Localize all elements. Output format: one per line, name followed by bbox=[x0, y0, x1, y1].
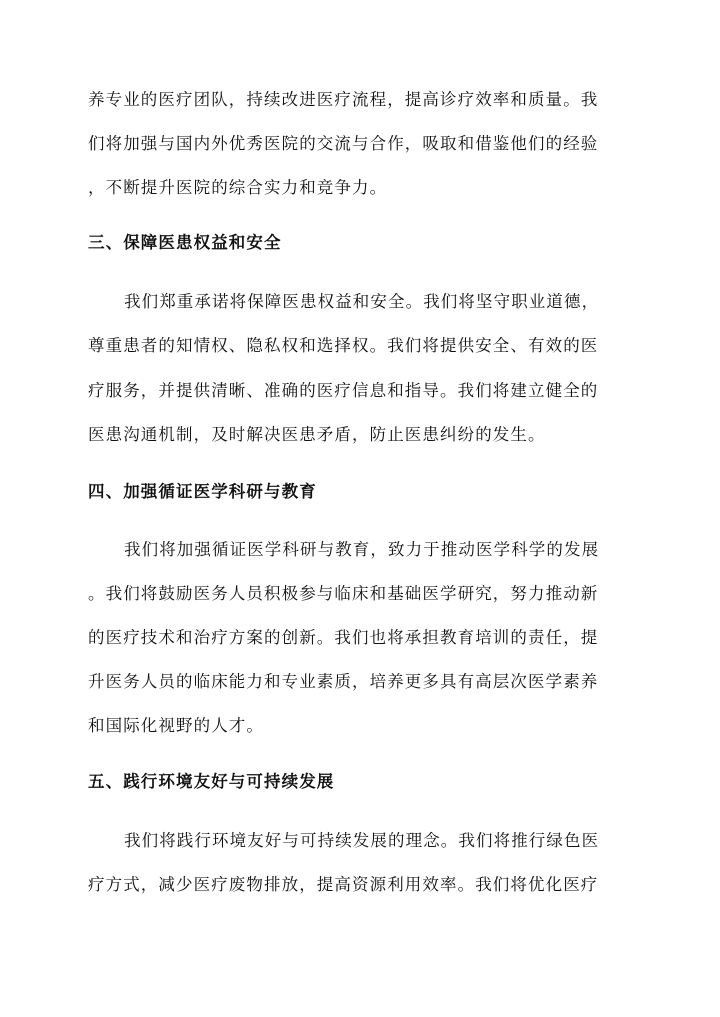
paragraph-line: 我们将践行环境友好与可持续发展的理念。我们将推行绿色医 bbox=[124, 831, 600, 850]
paragraph-line: 我们郑重承诺将保障医患权益和安全。我们将坚守职业道德， bbox=[124, 292, 600, 311]
section-heading: 三、保障医患权益和安全 bbox=[88, 233, 282, 252]
paragraph-line: ，不断提升医院的综合实力和竞争力。 bbox=[88, 178, 388, 197]
paragraph-line: 升医务人员的临床能力和专业素质，培养更多具有高层次医学素养 bbox=[88, 672, 599, 691]
paragraph-line: 疗服务，并提供清晰、准确的医疗信息和指导。我们将建立健全的 bbox=[88, 381, 599, 400]
paragraph-line: 和国际化视野的人才。 bbox=[88, 716, 264, 735]
section-heading: 五、践行环境友好与可持续发展 bbox=[88, 772, 335, 791]
paragraph-line: 的医疗技术和治疗方案的创新。我们也将承担教育培训的责任，提 bbox=[88, 628, 599, 647]
section-heading: 四、加强循证医学科研与教育 bbox=[88, 482, 317, 501]
paragraph-line: 养专业的医疗团队，持续改进医疗流程，提高诊疗效率和质量。我 bbox=[88, 90, 599, 109]
paragraph-line: 医患沟通机制，及时解决医患矛盾，防止医患纠纷的发生。 bbox=[88, 425, 546, 444]
paragraph-line: 尊重患者的知情权、隐私权和选择权。我们将提供安全、有效的医 bbox=[88, 336, 599, 355]
paragraph-line: 。我们将鼓励医务人员积极参与临床和基础医学研究，努力推动新 bbox=[88, 584, 599, 603]
paragraph-line: 疗方式，减少医疗废物排放，提高资源利用效率。我们将优化医疗 bbox=[88, 875, 599, 894]
paragraph-line: 们将加强与国内外优秀医院的交流与合作，吸取和借鉴他们的经验 bbox=[88, 134, 599, 153]
paragraph-line: 我们将加强循证医学科研与教育，致力于推动医学科学的发展 bbox=[124, 540, 600, 559]
